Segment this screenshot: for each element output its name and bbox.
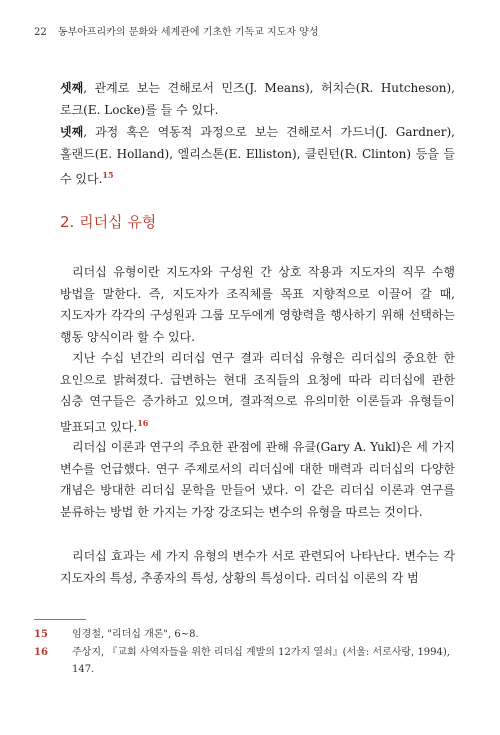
page-number: 22 — [34, 27, 47, 38]
paragraph-fourth — [60, 122, 455, 191]
body-paragraph-3: 리더십 이론과 연구의 주요한 관점에 관해 유클(Gary A. Yukl)은 세 가지 변수를 언급했다. 연구 주제로서의 리더십에 대한 매력과 리더십의 다양한 개념은 방대한 리더십 문학을 만들어 냈다. 이 같은 리더십 이론과 연구를 분류하는 방법 한 가지는 가장 강조되는 변수의 유형을 따르는 것이다. — [60, 440, 455, 519]
body-paragraph-4: 리더십 효과는 세 가지 유형의 변수가 서로 관련되어 나타난다. 변수는 각 지도자의 특성, 추종자의 특성, 상황의 특성이다. 리더십 이론의 각 범 — [60, 549, 455, 585]
footnote-text: 주상지, 『교회 사역자들을 위한 리더십 계발의 12가지 열쇠』(서울: 서로사랑, 1994), 147. — [72, 647, 450, 675]
footnote-15 — [34, 626, 464, 643]
body-paragraph-1: 리더십 유형이란 지도자와 구성원 간 상호 작용과 지도자의 직무 수행 방법을 말한다. 즉, 지도자가 조직체를 목표 지향적으로 이끌어 갈 때, 지도자가 각각의 구성원과 그룹 모두에게 영향력을 행사하기 위해 선택하는 행동 양식이라 할 수 있다. — [60, 265, 455, 344]
body-paragraph-2-text: 지난 수십 년간의 리더십 연구 결과 리더십 유형은 리더십의 중요한 한 요인으로 밝혀졌다. 급변하는 현대 조직들의 요청에 따라 리더십에 관한 심층 연구들은 증가하고 있으며, 결과적으로 유의미한 이론들과 유형들이 발표되고 있다. — [60, 351, 455, 434]
paragraph-third — [60, 78, 455, 121]
running-header — [34, 23, 319, 38]
footnote-ref-16[interactable]: 16 — [137, 417, 149, 428]
section-title: 2. 리더십 유형 — [60, 213, 157, 231]
running-title: 동부아프리카의 문화와 세계관에 기초한 기독교 지도자 양성 — [57, 27, 319, 38]
footnote-number: 16 — [34, 647, 48, 658]
lead-word-fourth: 넷째 — [60, 125, 84, 139]
footnote-divider — [34, 619, 86, 620]
footnote-text: 임경철, "리더십 개론", 6~8. — [72, 629, 199, 640]
body-paragraph-2 — [60, 348, 455, 438]
paragraph-fourth-text: , 과정 혹은 역동적 과정으로 보는 견해로서 가드너(J. Gardner), 홀랜드(E. Holland), 엘리스톤(E. Elliston), 클린턴(R. Clinton) 등을 들 수 있다. — [60, 125, 455, 186]
footnote-number: 15 — [34, 629, 48, 640]
paragraph-third-text: , 관계로 보는 견해로서 민즈(J. Means), 허치슨(R. Hutcheson), 로크(E. Locke)를 들 수 있다. — [60, 81, 455, 117]
lead-word-third: 셋째 — [60, 81, 84, 95]
footnote-16 — [34, 644, 464, 678]
footnote-ref-15[interactable]: 15 — [102, 170, 114, 180]
